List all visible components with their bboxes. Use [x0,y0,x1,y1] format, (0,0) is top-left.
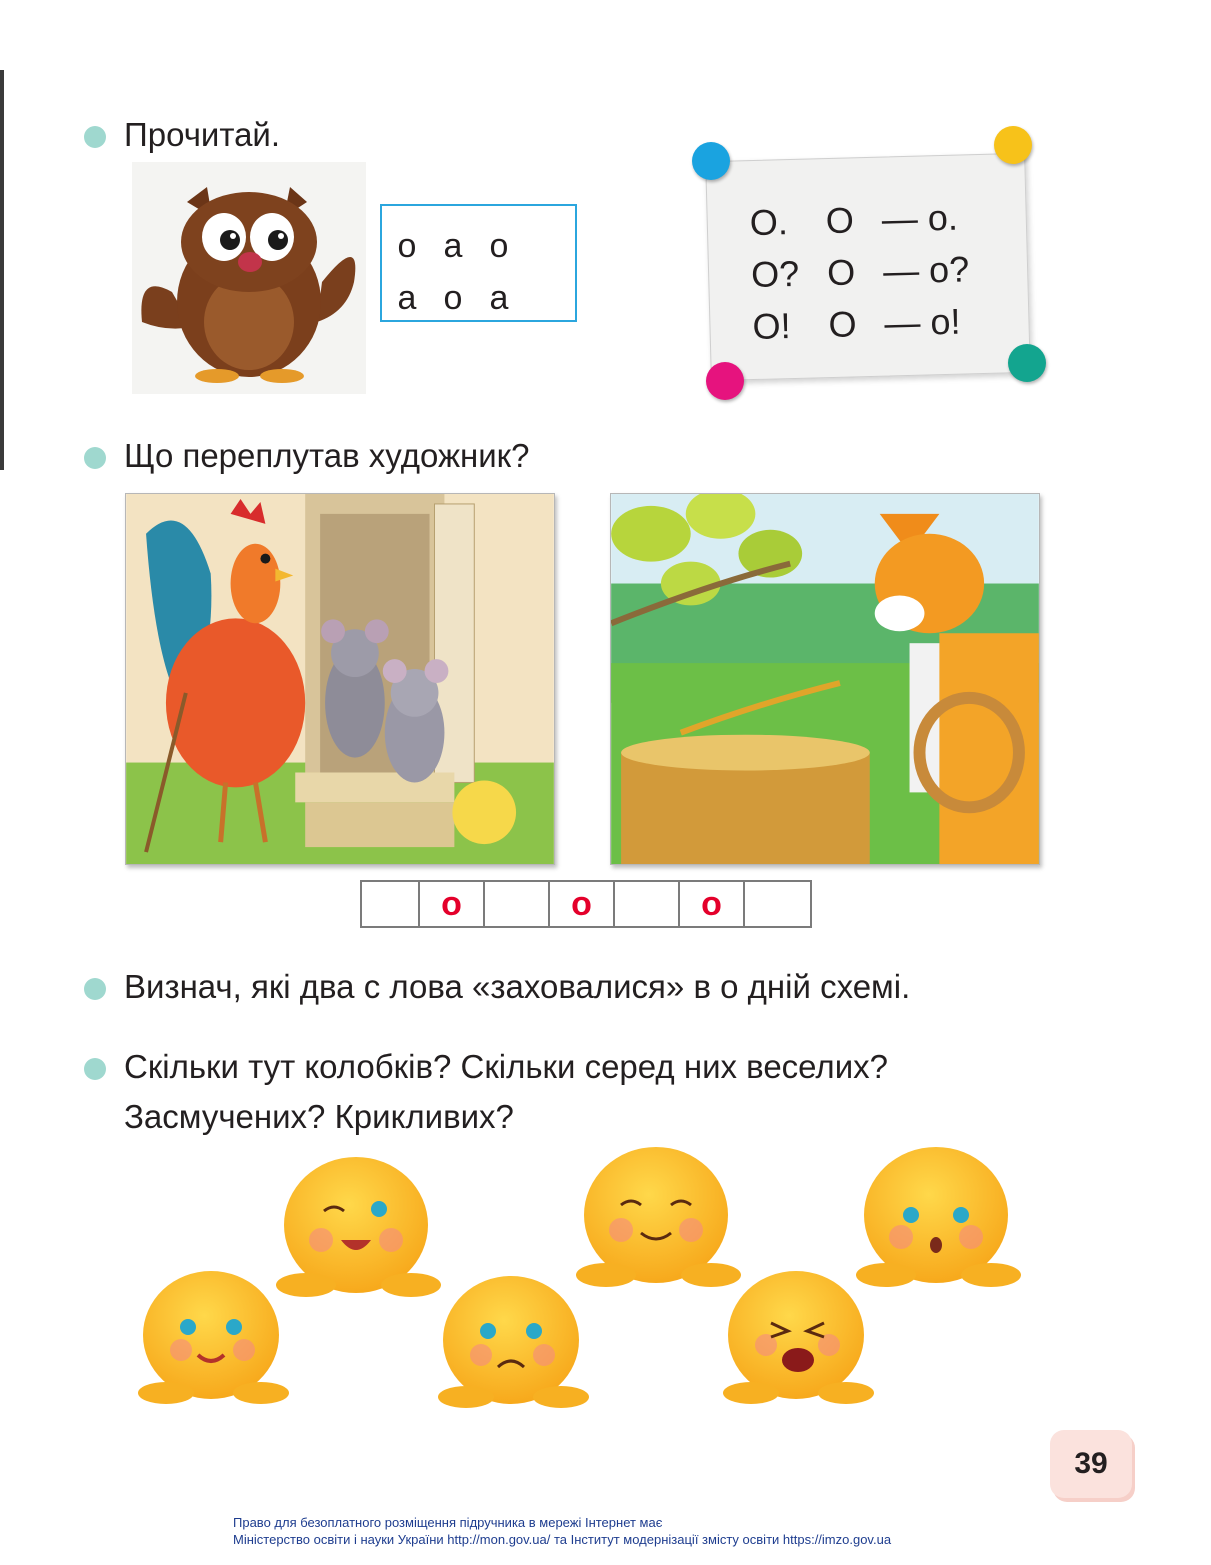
scheme-cell [615,882,680,926]
note-cell: О! [751,305,792,348]
footer-line-2: Міністерство освіти і науки України http://mon.gov.ua/ та Інститут модернізації змісту освіти https://imzo.gov.ua [233,1532,892,1547]
bullet-icon [84,1058,106,1080]
pin-green-icon [1008,344,1046,382]
note-cell: О? [750,252,800,296]
syllable-box [380,204,577,322]
kolobky-illustration [126,1145,1026,1420]
letter: о [443,279,463,317]
letter: а [489,279,509,317]
copyright-footer [233,1514,891,1548]
note-cell: — о? [882,248,970,292]
task-artist-text: Що переплутав художник? [124,437,530,474]
note-line [752,295,971,353]
letter: о [397,227,417,265]
note-cell: О [827,303,858,346]
note-line [749,191,968,249]
rooster-mice-picture [125,493,555,865]
note-cell: О [826,251,856,294]
note-cell: О. [749,201,789,244]
scheme-cell [745,882,810,926]
letter: а [443,227,463,265]
scheme-cell [485,882,550,926]
task-words-text: Визнач, які два с лова «заховалися» в о дній схемі. [124,968,911,1005]
pin-yellow-icon [994,126,1032,164]
scheme-cell [362,882,420,926]
bullet-icon [84,126,106,148]
task-kolobky-text-2: Засмучених? Крикливих? [124,1098,514,1135]
letter: а [397,279,417,317]
letters-row-1 [396,220,575,272]
note-cell: — о! [883,300,962,344]
page-edge-rule [0,70,4,470]
note-card [705,153,1031,381]
task-read-text: Прочитай. [124,116,281,153]
bullet-icon [84,978,106,1000]
fox-stump-picture [610,493,1040,865]
note-cell: О [825,199,855,242]
word-scheme [360,880,812,928]
pin-pink-icon [706,362,744,400]
pin-blue-icon [692,142,730,180]
bullet-icon [84,447,106,469]
owl-illustration [132,162,366,394]
note-lines [749,191,971,353]
page-number: 39 [1050,1430,1132,1498]
note-cell: — о. [881,196,959,240]
task-kolobky-text-1: Скільки тут колобків? Скільки серед них веселих? [124,1048,888,1085]
scheme-cell: о [550,882,615,926]
scheme-cell: о [680,882,745,926]
footer-line-1: Право для безоплатного розміщення підручника в мережі Інтернет має [233,1515,663,1530]
scheme-cell: о [420,882,485,926]
letters-row-2 [396,272,575,324]
letter: о [489,227,509,265]
note-line [750,243,969,301]
